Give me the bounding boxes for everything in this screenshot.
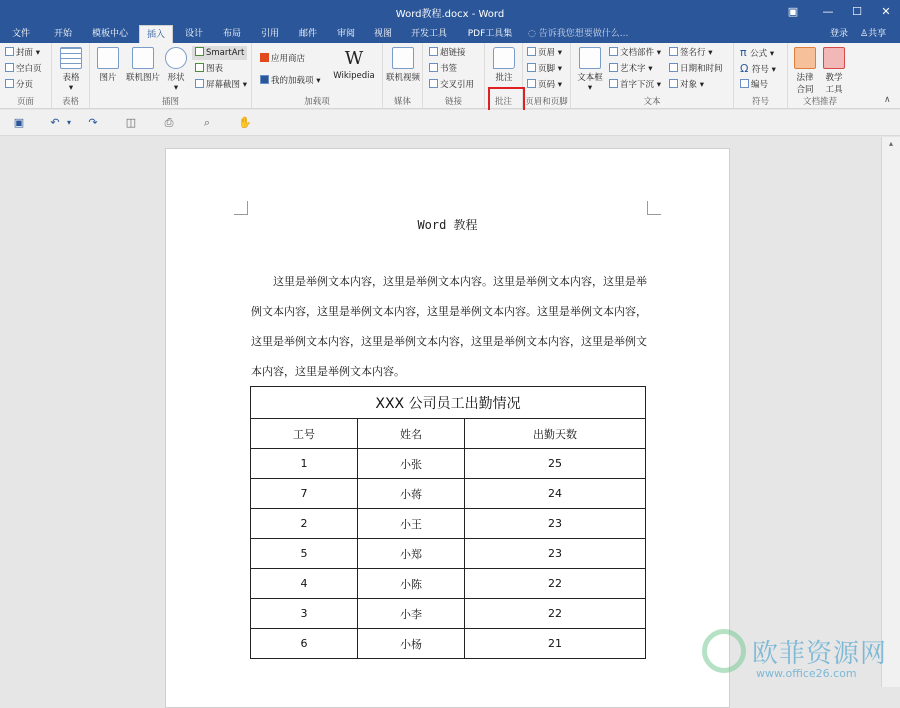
site-watermark [700, 625, 900, 687]
cover-page-label: 封面 [16, 48, 34, 58]
symbol-label: 符号 [751, 65, 769, 75]
group-comments-label: 批注 [494, 97, 512, 107]
group-doc-recommend-label: 文档推荐 [802, 97, 837, 107]
group-media-label: 媒体 [393, 97, 411, 107]
cell-days: 22 [465, 569, 646, 599]
store-icon [260, 53, 269, 62]
close-button[interactable]: ✕ [881, 5, 891, 18]
group-pages [0, 43, 52, 109]
hyperlink-icon [429, 47, 438, 56]
screenshot-label: 屏幕截图 [206, 80, 241, 90]
cell-days: 22 [465, 599, 646, 629]
two-pages-icon[interactable]: ◫ [125, 116, 137, 129]
online-video-button[interactable] [384, 47, 422, 83]
wikipedia-button[interactable] [330, 47, 378, 81]
login-link[interactable]: 登录 [830, 29, 849, 39]
online-video-icon [392, 47, 414, 69]
undo-icon[interactable]: ↶ [50, 116, 60, 129]
picture-icon [97, 47, 119, 69]
table-label: 表格 [62, 73, 80, 83]
group-pages-label: 页面 [16, 97, 34, 107]
share-label: 共享 [868, 29, 887, 39]
attendance-table[interactable] [250, 386, 646, 659]
group-symbols [734, 43, 788, 109]
cross-reference-label: 交叉引用 [440, 80, 475, 90]
scroll-up-icon[interactable]: ▴ [888, 139, 893, 148]
screenshot-button[interactable]: 屏幕截图 ▾ [195, 78, 247, 92]
quick-parts-icon [609, 47, 618, 56]
group-media [383, 43, 423, 109]
header-icon [527, 47, 536, 56]
drop-cap-label: 首字下沉 [620, 80, 655, 90]
tell-me-box[interactable] [528, 25, 628, 43]
tab-home[interactable]: 开始 [53, 29, 72, 39]
group-links-label: 链接 [444, 97, 462, 107]
tab-design[interactable]: 设计 [184, 29, 203, 39]
signature-line-button[interactable]: 签名行 ▾ [669, 46, 712, 60]
group-tables-label: 表格 [61, 97, 79, 107]
store-label: 应用商店 [271, 54, 306, 64]
pi-icon: π [740, 46, 751, 59]
cell-days: 23 [465, 509, 646, 539]
group-header-footer-label: 页眉和页脚 [525, 97, 568, 107]
margin-mark-tr [647, 201, 661, 215]
title-bar [0, 0, 900, 24]
my-addins-icon [260, 75, 269, 84]
cell-id: 1 [251, 449, 358, 479]
print-icon[interactable]: ⎙ [164, 116, 174, 129]
blank-page-icon [5, 63, 14, 72]
save-icon[interactable]: ▣ [13, 116, 25, 129]
my-addins-button[interactable]: 我的加载项 ▾ [260, 74, 320, 88]
wordart-label: 艺术字 [620, 64, 646, 74]
symbol-button[interactable]: Ω 符号 ▾ [740, 62, 776, 75]
object-label: 对象 [680, 80, 698, 90]
picture-label: 图片 [99, 73, 117, 83]
picture-button[interactable] [94, 47, 122, 83]
hyperlink-button[interactable] [429, 46, 466, 60]
cover-page-icon [5, 47, 14, 56]
comment-button[interactable] [489, 47, 519, 83]
group-illustrations-label: 插图 [161, 97, 179, 107]
cell-name: 小杨 [358, 629, 465, 659]
header-days: 出勤天数 [465, 419, 646, 449]
cell-id: 4 [251, 569, 358, 599]
shapes-label: 形状 [167, 73, 185, 83]
maximize-button[interactable]: ☐ [852, 5, 862, 18]
quick-parts-label: 文档部件 [620, 48, 655, 58]
cross-reference-button[interactable] [429, 78, 474, 92]
header-label: 页眉 [538, 48, 556, 58]
tab-file[interactable]: 文件 [11, 29, 30, 39]
legal-contract-label: 法律合同 [796, 73, 814, 95]
cell-id: 3 [251, 599, 358, 629]
group-addins-label: 加载项 [304, 97, 330, 107]
group-links [423, 43, 485, 109]
cell-id: 7 [251, 479, 358, 509]
table-row [251, 569, 646, 599]
wordart-icon [609, 63, 618, 72]
table-row [251, 509, 646, 539]
group-illustrations [90, 43, 252, 109]
textbox-label: 文本框 [577, 73, 603, 83]
contract-icon [794, 47, 816, 69]
object-button[interactable]: 对象 ▾ [669, 78, 704, 92]
cross-reference-icon [429, 79, 438, 88]
redo-icon[interactable]: ↷ [88, 116, 98, 129]
cell-days: 24 [465, 479, 646, 509]
footer-button[interactable]: 页脚 ▾ [527, 62, 562, 76]
table-caption: XXX 公司员工出勤情况 [251, 387, 646, 419]
page-number-label: 页码 [538, 80, 556, 90]
tab-references[interactable]: 引用 [260, 29, 279, 39]
store-button[interactable] [260, 52, 305, 66]
print-preview-icon[interactable]: ⌕ [203, 116, 211, 129]
bookmark-button[interactable] [429, 62, 457, 76]
header-name: 姓名 [358, 419, 465, 449]
bookmark-icon [429, 63, 438, 72]
tab-developer[interactable]: 开发工具 [410, 29, 447, 39]
table-button[interactable]: 表格 ▾ [58, 47, 84, 93]
touch-mode-icon[interactable]: ✋ [238, 116, 252, 129]
screenshot-icon [195, 79, 204, 88]
group-text [571, 43, 734, 109]
drop-cap-button[interactable]: 首字下沉 ▾ [609, 78, 661, 92]
page-break-button[interactable] [5, 78, 33, 92]
blank-page-label: 空白页 [16, 64, 42, 74]
cell-id: 2 [251, 509, 358, 539]
vertical-scrollbar[interactable] [881, 137, 900, 687]
cell-name: 小蒋 [358, 479, 465, 509]
watermark-text: 欧菲资源网 [752, 639, 888, 669]
page-break-label: 分页 [16, 80, 34, 90]
cell-id: 5 [251, 539, 358, 569]
table-header-row [251, 419, 646, 449]
person-icon: ♙ [860, 29, 869, 39]
tab-review[interactable]: 审阅 [336, 29, 355, 39]
footer-label: 页脚 [538, 64, 556, 74]
ribbon-tabs [0, 24, 900, 43]
wikipedia-label: Wikipedia [333, 71, 375, 81]
group-tables [52, 43, 90, 109]
number-button[interactable] [740, 78, 768, 92]
online-picture-label: 联机图片 [125, 73, 160, 83]
tab-template-center[interactable]: 模板中心 [91, 29, 128, 39]
cell-name: 小王 [358, 509, 465, 539]
table-row [251, 479, 646, 509]
wikipedia-icon: W [344, 48, 364, 69]
document-title: Word 教程 [417, 218, 478, 232]
group-addins [252, 43, 383, 109]
footer-icon [527, 63, 536, 72]
page-break-icon [5, 79, 14, 88]
window-title: Word教程.docx - Word [395, 9, 505, 20]
body-paragraph[interactable]: 这里是举例文本内容，这里是举例文本内容。这里是举例文本内容，这里是举例文本内容，这里是举例文本内容，这里是举例文本内容。这里是举例文本内容，这里是举例文本内容，这里是举例文本内容，这里是举例文本内容，这里是举例文本内容，这里是举例文本内容。 [251, 275, 647, 378]
my-addins-label: 我的加载项 [271, 76, 314, 86]
cell-days: 21 [465, 629, 646, 659]
equation-button[interactable]: π 公式 ▾ [740, 46, 775, 59]
smartart-button[interactable] [192, 46, 247, 60]
omega-icon: Ω [740, 62, 752, 75]
lightbulb-icon: ◌ [528, 29, 539, 39]
chart-label: 图表 [206, 64, 224, 74]
cell-name: 小李 [358, 599, 465, 629]
tell-me-text: 告诉我您想要做什么... [538, 29, 629, 39]
table-row [251, 629, 646, 659]
textbox-icon [579, 47, 601, 69]
shapes-icon [165, 47, 187, 69]
tab-pdf-tools[interactable]: PDF工具集 [467, 29, 513, 39]
header-button[interactable]: 页眉 ▾ [527, 46, 562, 60]
ribbon-insert [0, 43, 900, 109]
cell-name: 小张 [358, 449, 465, 479]
signature-line-label: 签名行 [680, 48, 706, 58]
tab-view[interactable]: 视图 [373, 29, 392, 39]
smartart-icon [195, 47, 204, 56]
table-icon [60, 47, 82, 69]
smartart-label: SmartArt [206, 48, 245, 58]
blank-page-button[interactable] [5, 62, 42, 76]
table-row [251, 539, 646, 569]
drop-cap-icon [609, 79, 618, 88]
online-picture-button[interactable] [124, 47, 162, 83]
date-time-label: 日期和时间 [680, 64, 723, 74]
chart-button[interactable] [195, 62, 223, 76]
page-number-button[interactable]: 页码 ▾ [527, 78, 562, 92]
cell-id: 6 [251, 629, 358, 659]
group-header-footer [523, 43, 571, 109]
equation-label: 公式 [750, 49, 768, 59]
hyperlink-label: 超链接 [440, 48, 466, 58]
cell-days: 23 [465, 539, 646, 569]
cell-days: 25 [465, 449, 646, 479]
tab-insert[interactable]: 插入 [139, 25, 173, 43]
watermark-logo-icon [702, 629, 746, 673]
bookmark-label: 书签 [440, 64, 458, 74]
header-id: 工号 [251, 419, 358, 449]
number-label: 编号 [751, 80, 769, 90]
page-number-icon [527, 79, 536, 88]
date-time-button[interactable] [669, 62, 723, 76]
table-row [251, 599, 646, 629]
textbox-button[interactable]: 文本框 ▾ [575, 47, 605, 93]
quick-access-toolbar [0, 110, 900, 136]
undo-dropdown-icon[interactable]: ▾ [66, 118, 71, 127]
wordart-button[interactable]: 艺术字 ▾ [609, 62, 652, 76]
online-picture-icon [132, 47, 154, 69]
date-time-icon [669, 63, 678, 72]
chart-icon [195, 63, 204, 72]
teaching-tools-icon [823, 47, 845, 69]
ribbon-display-icon[interactable]: ▣ [787, 5, 799, 18]
legal-contract-button[interactable] [792, 47, 818, 95]
quick-parts-button[interactable]: 文档部件 ▾ [609, 46, 661, 60]
table-row [251, 449, 646, 479]
teaching-tools-button[interactable] [821, 47, 847, 95]
group-doc-recommend [788, 43, 852, 109]
shapes-button[interactable]: 形状 ▾ [164, 47, 188, 93]
number-icon [740, 79, 749, 88]
tab-mailings[interactable]: 邮件 [298, 29, 317, 39]
share-button[interactable] [860, 25, 886, 43]
group-text-label: 文本 [643, 97, 661, 107]
margin-mark-tl [234, 201, 248, 215]
cell-name: 小陈 [358, 569, 465, 599]
cell-name: 小郑 [358, 539, 465, 569]
document-page[interactable] [165, 148, 730, 708]
signature-line-icon [669, 47, 678, 56]
tab-layout[interactable]: 布局 [222, 29, 241, 39]
collapse-ribbon-icon[interactable]: ∧ [884, 95, 891, 105]
group-symbols-label: 符号 [751, 97, 769, 107]
teaching-tools-label: 教学工具 [825, 73, 843, 95]
comment-icon [493, 47, 515, 69]
object-icon [669, 79, 678, 88]
watermark-url: www.office26.com [756, 667, 857, 680]
online-video-label: 联机视频 [385, 73, 420, 83]
cover-page-button[interactable]: 封面 ▾ [5, 46, 40, 60]
minimize-button[interactable]: — [822, 5, 834, 18]
comment-label: 批注 [495, 73, 513, 83]
